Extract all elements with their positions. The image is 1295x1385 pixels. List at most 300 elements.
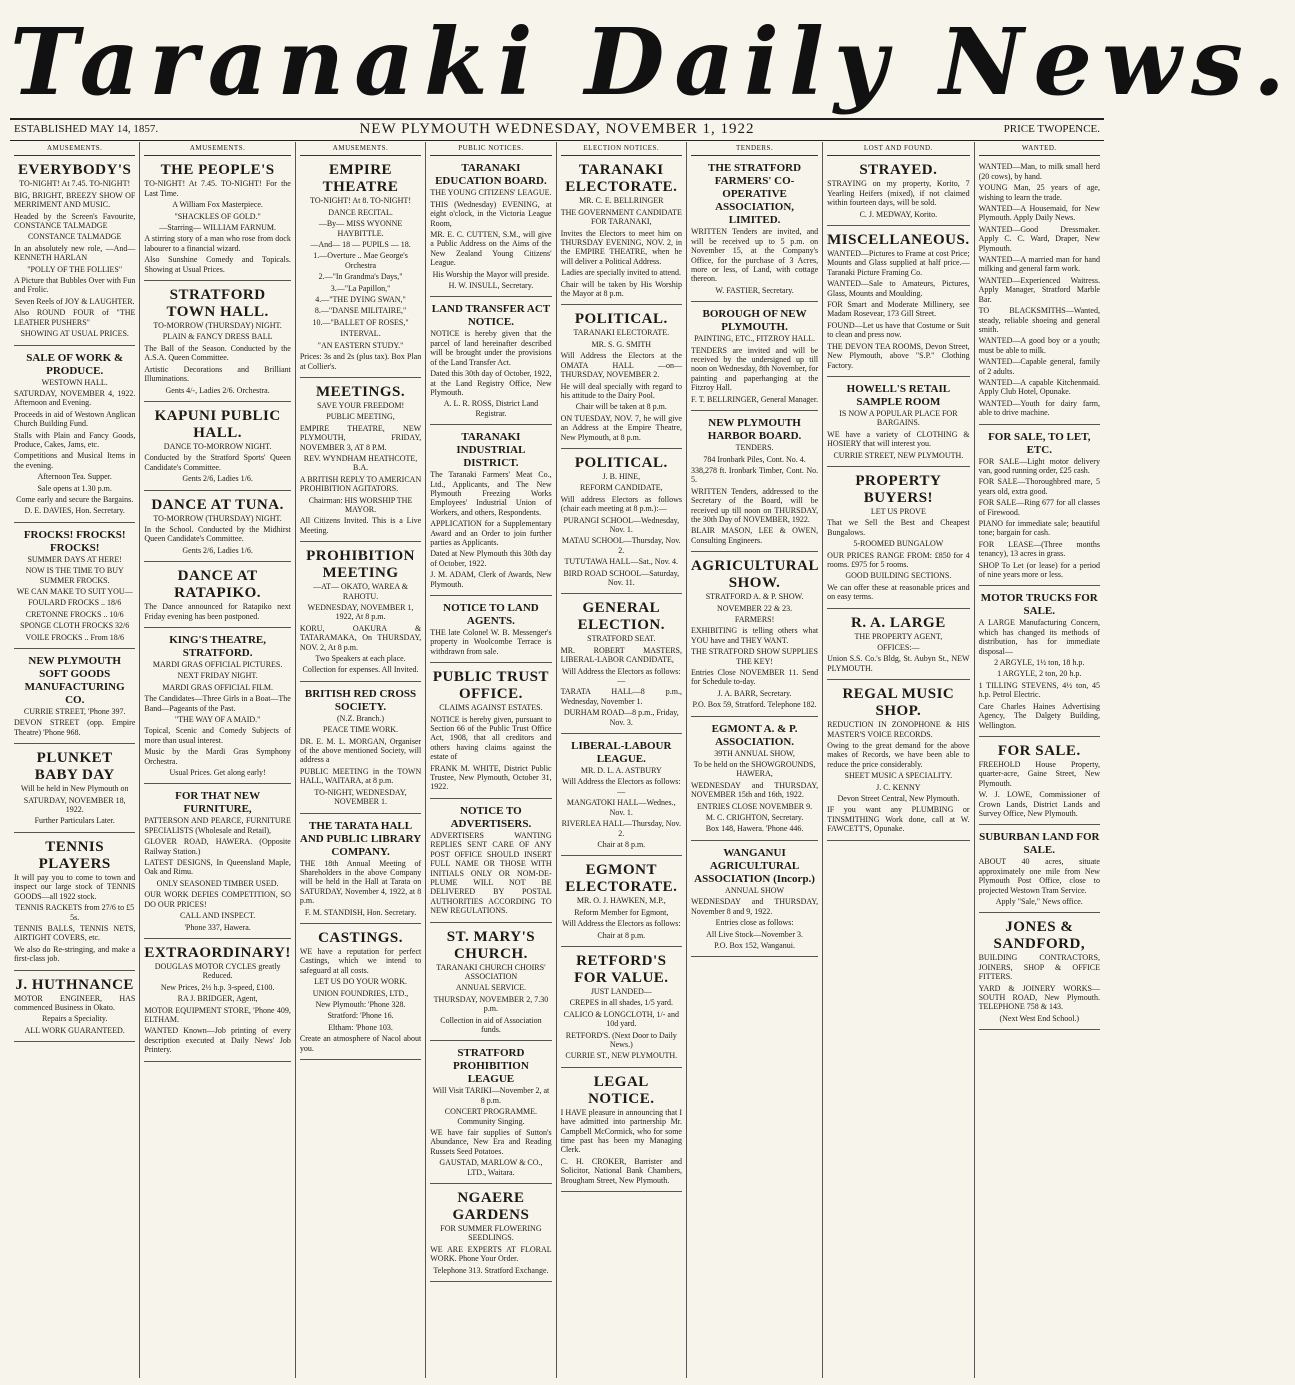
ad-text: TO-MORROW (THURSDAY) NIGHT. [153,321,282,331]
column-3 [296,142,426,1378]
advertisement [144,284,290,402]
ad-text: His Worship the Mayor will preside. [432,269,550,279]
ad-text: ALL WORK GUARANTEED. [24,1025,125,1035]
ad-text: MOTOR ENGINEER, HAS commenced Business in Okato. [14,993,136,1012]
advertisement [300,817,421,924]
ad-title: EXTRAORDINARY! [144,944,291,961]
advertisement [561,597,682,734]
ad-text: DEVON STREET (opp. Empire Theatre) 'Phone 968. [14,718,136,737]
ad-text: SHEET MUSIC A SPECIALITY. [844,771,953,781]
ad-text: 'Phone 337, Hawera. [184,922,251,932]
ad-text: TENDERS. [735,443,774,453]
advertisement [144,159,290,281]
ad-text: MARDI GRAS OFFICIAL PICTURES. [152,659,283,669]
ad-title: J. HUTHNANCE [15,976,134,993]
ad-text: DOUGLAS MOTOR CYCLES greatly Reduced. [154,961,281,981]
ad-text: M. C. CRIGHTON, Secretary. [705,813,804,823]
advertisement [430,926,551,1042]
advertisement [14,836,135,971]
ad-text: A stirring story of a man who rose from dock labourer to a financial wizard. [144,234,291,253]
ad-text: SATURDAY, NOVEMBER 18, 1922. [23,795,126,815]
ad-text: Will Address the Electors as follows:— [562,777,681,796]
advertisement [430,159,551,297]
page-columns [10,142,1104,1378]
established-date: ESTABLISHED MAY 14, 1857. [14,123,159,135]
ad-text: CALL AND INSPECT. [179,911,256,921]
ad-text: Usual Prices. Get along early! [169,768,266,778]
ad-text: 5-ROOMED BUNGALOW [853,539,944,549]
column-header: AMUSEMENTS. [144,144,290,156]
ad-text: It will pay you to come to town and inspect our large stock of TENNIS GOODS—all 1922 stock. [14,872,136,901]
ad-text: IS NOW A POPULAR PLACE FOR BARGAINS. [839,408,958,428]
ad-text: THE 18th Annual Meeting of Shareholders in the above Company will be held in the Hall at Tarata on SATURDAY, November 4, 1922, at 8 p.m. [299,858,422,906]
ad-text: Create an atmosphere of Nacol about you. [299,1034,422,1053]
ad-text: IF you want any PLUMBING or TINSMITHING Work done, call at W. FAWCETT'S, Opunake. [827,805,970,834]
ad-title: TARANAKI INDUSTRIAL DISTRICT. [456,431,526,470]
ad-text: J. B. HINE, [602,471,641,481]
ad-text: Box 148, Hawera. 'Phone 446. [705,824,804,834]
advertisement [979,428,1100,587]
advertisement [827,380,969,467]
ad-text: TO-NIGHT, WEDNESDAY, NOVEMBER 1. [314,787,407,807]
advertisement [300,381,421,542]
column-7 [823,142,974,1378]
ad-text: TARANAKI CHURCH CHOIRS' ASSOCIATION [436,962,546,981]
ad-text: BIRD ROAD SCHOOL—Saturday, Nov. 11. [563,568,680,587]
ad-text: Telephone 313. Stratford Exchange. [433,1265,549,1275]
ad-text: —Starring— WILLIAM FARNUM. [159,223,277,233]
ad-text: JUST LANDED— [590,986,652,996]
ad-title: GENERAL ELECTION. [577,600,666,634]
ad-text: TO-NIGHT! At 8. TO-NIGHT! [310,196,411,206]
advertisement [144,494,290,563]
masthead [10,8,1295,116]
ad-title: BRITISH RED CROSS SOCIETY. [304,687,417,713]
column-8 [975,142,1104,1378]
advertisement [430,1044,551,1184]
ad-text: Entries Close NOVEMBER 11. Send for Schedule to-day. [690,668,819,687]
ad-text: Gents 2/6, Ladies 1/6. [182,545,253,555]
column-header: AMUSEMENTS. [14,144,135,156]
ad-text: WANTED—Capable general, family of 2 adults. [978,357,1100,376]
ad-title: REGAL MUSIC SHOP. [842,686,955,720]
ad-text: SATURDAY, NOVEMBER 4, 1922. Afternoon and Evening. [14,388,136,408]
ad-text: SHOWING AT USUAL PRICES. [20,329,129,339]
ad-text: BLAIR MASON, LEE & OWEN, Consulting Engineers. [690,526,819,545]
ad-text: EXHIBITING is telling others what YOU have and THEY WANT. [690,626,819,645]
advertisement [144,787,290,938]
ad-text: WANTED—Man, to milk small herd (20 cows), by hand. [978,162,1100,181]
ad-text: 8.—"DANSE MILITAIRE," [314,306,407,316]
ad-title: STRATFORD PROHIBITION LEAGUE [453,1047,529,1086]
ad-text: "POLLY OF THE FOLLIES" [27,264,123,274]
ad-text: I HAVE pleasure in announcing that I have admitted into partnership Mr. Campbell McCormick, who for some time past has been my Managing Clerk. [560,1107,682,1155]
ad-text: CURRIE STREET, 'Phone 397. [23,707,126,717]
ad-text: Collection in aid of Association funds. [440,1015,542,1034]
ad-text: INTERVAL. [340,329,381,339]
ad-text: FOR LEASE—(Three months tenancy), 13 acres in grass. [978,539,1100,559]
ad-title: MOTOR TRUCKS FOR SALE. [980,592,1098,618]
ad-text: OUR WORK DEFIES COMPETITION, SO DO OUR PRICES! [144,890,291,909]
ad-text: The Candidates—Three Girls in a Boat—The Band—Pageants of the Past. [144,694,291,713]
advertisement [979,740,1100,825]
ad-title: SALE OF WORK & PRODUCE. [26,351,124,377]
ad-title: FOR THAT NEW FURNITURE, [175,790,261,816]
ad-text: BIG, BRIGHT, BREEZY SHOW OF MERRIMENT AND MUSIC. [14,190,136,210]
ad-text: WE have fair supplies of Sutton's Abundance, New Era and Reading Russets Seed Potatoes. [430,1128,552,1156]
advertisement [979,159,1100,424]
ad-text: Also Sunshine Comedy and Topicals. Showing at Usual Prices. [144,255,291,274]
ad-title: THE STRATFORD FARMERS' CO-OPERATIVE ASSOCIATION, LIMITED. [708,162,802,227]
ad-title: KAPUNI PUBLIC HALL. [154,407,281,441]
ad-text: Come early and secure the Bargains. [16,494,134,504]
ad-title: HOWELL'S RETAIL SAMPLE ROOM [846,382,951,408]
column-header: LOST AND FOUND. [827,144,969,156]
ad-text: NOTICE is hereby given that the parcel of land hereinafter described will be brought under the provisions of the Land Transfer Act. [430,329,552,367]
ad-title: AGRICULTURAL SHOW. [690,558,819,592]
ad-title: FOR SALE, TO LET, ETC. [988,430,1091,456]
advertisement [561,1071,682,1192]
ad-text: PUBLIC MEETING, [326,412,395,422]
ad-text: APPLICATION for a Supplementary Award and an Order to join further parties as Applicants. [430,519,552,547]
ad-text: NOW IS THE TIME TO BUY SUMMER FROCKS. [25,566,124,585]
advertisement [827,159,969,226]
ad-title: EGMONT A. & P. ASSOCIATION. [711,722,798,748]
advertisement [300,159,421,378]
ad-text: STRAYING on my property, Korito, 7 Yearling Heifers (mixed), if not claimed within fourteen days, will be sold. [827,179,970,208]
ad-text: DANCE RECITAL. [328,207,393,217]
ad-text: "AN EASTERN STUDY." [317,340,404,350]
ad-text: 10.—"BALLET OF ROSES," [312,317,409,327]
ad-text: MATAU SCHOOL—Thursday, Nov. 2. [561,536,681,555]
ad-text: WANTED—A good boy or a youth; must be able to milk. [978,336,1100,355]
ad-text: MR. D. L. A. ASTBURY [580,766,662,776]
ad-text: STRATFORD A. & P. SHOW. [705,592,804,602]
ad-text: WANTED—Good Dressmaker. Apply C. C. Ward, Draper, New Plymouth. [978,224,1100,253]
ad-title: CASTINGS. [318,929,404,946]
advertisement [14,349,135,523]
ad-text: Chair at 8 p.m. [597,930,646,940]
ad-title: NGAERE GARDENS [452,1190,530,1224]
ad-text: SHOP To Let (or lease) for a period of nine years more or less. [978,560,1100,580]
ad-text: YARD & JOINERY WORKS— SOUTH ROAD, New Plymouth. TELEPHONE 758 & 143. [978,983,1100,1012]
ad-text: WEDNESDAY and THURSDAY, NOVEMBER 15th and 16th, 1922. [690,780,819,800]
ad-title: ST. MARY'S CHURCH. [446,928,536,962]
ad-text: Stalls with Plain and Fancy Goods, Produce, Cakes, Jams, etc. [14,430,136,449]
ad-text: Chairman: HIS WORSHIP THE MAYOR. [308,495,413,514]
ad-text: WANTED—Sale to Amateurs, Pictures, Glass, Mounts and Moulding. [827,279,970,298]
ad-text: PAINTING, ETC., FITZROY HALL. [694,334,816,344]
ad-text: C. J. MEDWAY, Korito. [859,209,938,219]
advertisement [430,599,551,663]
ad-text: NOVEMBER 22 & 23. [717,603,793,613]
column-header: PUBLIC NOTICES. [430,144,551,156]
ad-text: 2.—"In Grandma's Days," [318,272,403,282]
ad-text: FRANK M. WHITE, District Public Trustee, New Plymouth, October 31, 1922. [430,763,552,792]
advertisement [827,612,969,681]
ad-text: OUR PRICES RANGE FROM: £850 for 4 rooms. £975 for 5 rooms. [827,550,970,569]
ad-text: W. FASTIER, Secretary. [715,285,794,295]
ad-text: We also do Re-stringing, and make a first-class job. [14,944,136,964]
ad-text: SAVE YOUR FREEDOM! [316,400,405,410]
ad-text: THIS (Wednesday) EVENING, at eight o'clock, in the Victoria League Room, [430,199,552,228]
advertisement [691,844,818,957]
price: PRICE TWOPENCE. [1003,123,1100,135]
ad-text: 1.—Overture .. Mae George's Orchestra [313,251,408,270]
ad-text: ANNUAL SHOW [725,885,785,895]
ad-text: Will Visit TARIKI—November 2, at 8 p.m. [432,1086,550,1105]
ad-text: MOTOR EQUIPMENT STORE, 'Phone 409, ELTHAM. [144,1005,291,1024]
ad-text: FREEHOLD House Property, quarter-acre, Gaine Street, New Plymouth. [978,759,1100,788]
advertisement [430,1187,551,1282]
ad-text: LET US PROVE [870,506,926,516]
ad-text: REDUCTION IN ZONOPHONE & HIS MASTER'S VOICE RECORDS. [827,720,970,739]
ad-title: RETFORD'S FOR VALUE. [574,952,669,986]
ad-title: NEW PLYMOUTH HARBOR BOARD. [707,417,802,443]
ad-title: PROHIBITION MEETING [306,548,415,582]
ad-text: FOUND—Let us have that Costume or Suit to clean and press now. [827,320,970,340]
ad-text: PURANGI SCHOOL—Wednesday, Nov. 1. [563,515,680,534]
ad-text: Conducted by the Stratford Sports' Queen Candidate's Committee. [144,453,291,472]
column-header: TENDERS. [691,144,818,156]
column-header: AMUSEMENTS. [300,144,421,156]
ad-text: TO-NIGHT! At 7.45. TO-NIGHT! For the Last Time. [144,179,291,198]
ad-text: TO-NIGHT! At 7.45. TO-NIGHT! [19,179,131,189]
column-4 [426,142,556,1378]
ad-text: Collection for expenses. All Invited. [302,665,419,675]
column-header: WANTED. [979,144,1100,156]
ad-title: DANCE AT RATAPIKO. [174,568,262,602]
ad-text: Afternoon Tea. Supper. [37,472,112,482]
ad-text: STRATFORD SEAT. [587,634,656,644]
ad-title: NEW PLYMOUTH SOFT GOODS MANUFACTURING CO. [24,655,125,707]
ad-text: PIANO for immediate sale; beautiful tone; bargain for cash. [978,519,1100,538]
ad-text: PATTERSON AND PEARCE, FURNITURE SPECIALISTS (Wholesale and Retail), [144,816,291,835]
column-1 [10,142,140,1378]
ad-text: All Citizens Invited. This is a Live Meeting. [299,516,422,535]
ad-title: FOR SALE. [997,742,1081,759]
ad-title: TENNIS PLAYERS [38,838,111,872]
column-header: ELECTION NOTICES. [561,144,682,156]
ad-text: UNION FOUNDRIES, LTD., [312,988,409,998]
advertisement [144,942,290,1062]
ad-title: PROPERTY BUYERS! [855,472,942,506]
advertisement [561,159,682,305]
ad-text: That we Sell the Best and Cheapest Bungalows. [827,518,970,537]
ad-text: Proceeds in aid of Westown Anglican Church Building Fund. [14,409,136,429]
ad-text: FOR SALE—Light motor delivery van, good running order, £25 cash. [978,456,1100,475]
ad-text: Will Address the Electors as follows:— [562,666,681,686]
ad-text: TARANAKI ELECTORATE. [573,328,670,338]
ad-text: REFORM CANDIDATE, [579,483,663,493]
ad-text: A. L. R. ROSS, District Land Registrar. [443,399,539,418]
ad-text: J. A. BARR, Secretary. [717,688,792,698]
ad-text: C. H. CROKER, Barrister and Solicitor, National Bank Chambers, Brougham Street, New Plymouth. [560,1156,682,1185]
ad-text: Gents 2/6, Ladies 1/6. [182,474,253,484]
ad-text: CURRIE STREET, NEW PLYMOUTH. [833,450,964,460]
ad-text: WRITTEN Tenders are invited, and will be received up to 5 p.m. on November 15, at the Company's Office, for the purchase of 3 Acres, more or less, of Land, with cottage thereon. [690,227,819,284]
ad-title: THE PEOPLE'S [160,162,275,179]
ad-text: A LARGE Manufacturing Concern, which has changed its methods of distribution, has for immediate disposal— [978,618,1100,656]
newspaper-title: Taranaki Daily News. [10,8,1295,116]
advertisement [14,652,135,744]
ad-text: 338,278 ft. Ironbark Timber, Cont. No. 5. [690,465,819,485]
ad-text: TENNIS BALLS, TENNIS NETS, AIRTIGHT COVERS, etc. [14,923,136,943]
advertisement [14,159,135,345]
ad-text: THURSDAY, NOVEMBER 2, 7.30 p.m. [433,994,549,1014]
ad-text: To be held on the SHOWGROUNDS, HAWERA, [693,760,816,779]
ad-text: 1 TILLING STEVENS, 4½ ton, 45 h.p. Petrol Electric. [978,680,1100,700]
advertisement [300,545,421,682]
ad-text: MR. ROBERT MASTERS, LIBERAL-LABOR CANDIDATE, [560,645,682,665]
ad-text: TO-MORROW (THURSDAY) NIGHT. [153,513,282,523]
advertisement [561,452,682,594]
ad-text: —By— MISS WYONNE HAYBITTLE. [318,219,403,238]
ad-text: 3.—"La Papillon," [330,283,391,293]
ad-text: —AT— OKATO, WAREA & RAHOTU. [313,582,408,601]
ad-text: We can offer these at reasonable prices and on easy terms. [827,582,970,602]
ad-text: F. M. STANDISH, Hon. Secretary. [304,907,417,917]
ad-text: WANTED—A capable Kitchenmaid. Apply Club Hotel, Opunake. [978,377,1100,397]
ad-text: WANTED—Pictures to Frame at cost Price; Mounts and Glass supplied at half price.—Taranaki Picture Framing Co. [827,249,970,277]
ad-text: MARDI GRAS OFFICIAL FILM. [162,682,274,692]
ad-text: TENNIS RACKETS from 27/6 to £5 5s. [15,903,135,922]
ad-text: Headed by the Screen's Favourite, CONSTANCE TALMADGE [14,211,136,231]
ad-title: SUBURBAN LAND FOR SALE. [979,831,1100,857]
ad-text: —And— 18 — PUPILS — 18. [310,240,411,250]
ad-text: 784 Ironbark Piles, Cont. No. 4. [703,454,806,464]
ad-text: Music by the Mardi Gras Symphony Orchestra. [144,747,291,766]
advertisement [561,859,682,947]
advertisement [430,666,551,799]
advertisement [300,685,421,814]
ad-text: P.O. Box 152, Wanganui. [714,940,795,950]
ad-text: PEACE TIME WORK. [323,725,399,735]
ad-text: TUTUTAWA HALL—Sat., Nov. 4. [564,557,679,567]
ad-text: WE CAN MAKE TO SUIT YOU— [16,587,133,596]
ad-text: (N.Z. Branch.) [337,713,385,723]
ad-text: A William Fox Masterpiece. [172,200,263,210]
ad-text: Chair will be taken at 8 p.m. [575,402,667,412]
ad-text: Sale opens at 1.30 p.m. [37,483,112,493]
advertisement [979,828,1100,913]
ad-text: WESTOWN HALL. [41,377,108,387]
ad-text: Gents 4/-, Ladies 2/6. Orchestra. [165,385,270,395]
ad-text: FARMERS! [734,614,775,624]
advertisement [144,565,290,628]
ad-text: Union S.S. Co.'s Bldg, St. Aubyn St., NEW PLYMOUTH. [827,654,970,673]
ad-text: OFFICES:— [877,643,920,652]
column-5 [557,142,687,1378]
ad-text: In an absolutely new role, —And— KENNETH HARLAN [14,243,136,263]
ad-text: ONLY SEASONED TIMBER USED. [156,878,279,888]
advertisement [691,159,818,302]
ad-text: FOR Smart and Moderate Millinery, see Madam Rosevear, 173 Gill Street. [827,300,970,319]
ad-text: DANCE TO-MORROW NIGHT. [163,441,272,451]
ad-text: DR. E. M. L. MORGAN, Organiser of the above mentioned Society, will address a [299,736,422,765]
ad-text: 39TH ANNUAL SHOW, [714,748,795,758]
ad-text: FOULARD FROCKS .. 18/6 [28,598,122,608]
ad-text: Will Address the Electors as follows: [562,919,681,929]
issue-date: NEW PLYMOUTH WEDNESDAY, NOVEMBER 1, 1922 [359,121,755,137]
ad-text: LET US DO YOUR WORK. [314,977,408,987]
ad-text: Entries close as follows: [715,918,794,928]
ad-text: PUBLIC MEETING in the TOWN HALL, WAITARA, at 8 p.m. [299,766,422,786]
advertisement [561,950,682,1068]
ad-title: LAND TRANSFER ACT NOTICE. [431,303,551,329]
ad-text: The Ball of the Season. Conducted by the A.S.A. Queen Committee. [144,343,291,363]
ad-text: In the School. Conducted by the Midhirst Queen Candidate's Committee. [144,524,291,544]
ad-text: WANTED—Experienced Waitress. Apply Manager, Stratford Marble Bar. [978,275,1100,304]
ad-text: Two Speakers at each place. [315,654,406,664]
ad-text: New Prices, 2½ h.p. 3-speed, £100. [160,982,275,992]
ad-text: He will deal specially with regard to his attitude to the Dairy Pool. [560,381,682,400]
ad-text: GLOVER ROAD, HAWERA. (Opposite Railway Station.) [144,837,291,856]
ad-title: TARANAKI ELECTORATE. [565,162,678,196]
ad-text: Repairs a Speciality. [41,1014,108,1024]
ad-title: TARANAKI EDUCATION BOARD. [435,162,547,188]
ad-text: "THE WAY OF A MAID." [174,715,261,724]
advertisement [300,927,421,1060]
advertisement [691,305,818,411]
ad-text: Further Particulars Later. [34,816,115,826]
ad-text: Dated at New Plymouth this 30th day of October, 1922. [430,549,552,568]
ad-text: "SHACKLES OF GOLD." [174,211,261,221]
ad-text: YOUNG Man, 25 years of age, wishing to learn the trade. [978,183,1100,202]
ad-text: Eltham: 'Phone 103. [328,1022,393,1032]
ad-text: WANTED—Youth for dairy farm, able to drive machine. [978,398,1100,418]
ad-text: CONSTANCE TALMADGE [27,232,122,242]
ad-text: ON TUESDAY, NOV. 7, he will give an Address at the Empire Theatre, New Plymouth, at 8 p.m. [560,413,682,442]
ad-text: P.O. Box 59, Stratford. Telephone 182. [692,700,817,710]
ad-text: Will Address the Electors at the OMATA HALL —on— THURSDAY, NOVEMBER 2. [560,351,682,380]
advertisement [979,589,1100,736]
ad-text: WANTED—A Housemaid, for New Plymouth. Apply Daily News. [978,204,1100,223]
advertisement [827,229,969,377]
ad-text: MR. E. C. CUTTEN, S.M., will give a Public Address on the Aims of the New Zealand Young Citizens' League. [430,230,552,268]
advertisement [14,974,135,1043]
ad-text: CRETONNE FROCKS .. 10/6 [25,609,124,619]
ad-text: GOOD BUILDING SECTIONS. [845,571,952,581]
ad-text: WANTED—A married man for hand milking and general farm work. [978,255,1100,274]
ad-text: Chair will be taken by His Worship the Mayor at 8 p.m. [560,279,682,299]
ad-text: RIVERLEA HALL—Thursday, Nov. 2. [561,819,681,838]
ad-title: PUBLIC TRUST OFFICE. [432,669,549,703]
ad-title: POLITICAL. [574,311,668,328]
ad-text: PLAIN & FANCY DRESS BALL [162,332,273,342]
column-6 [687,142,823,1378]
ad-text: Invites the Electors to meet him on THURSDAY EVENING, NOV. 2, in the EMPIRE THEATRE, when he will deliver a Political Address. [560,228,682,266]
ad-text: GAUSTAD, MARLOW & CO., LTD., Waitara. [439,1158,543,1177]
ad-text: MR. C. E. BELLRINGER [579,196,664,206]
ad-text: NEXT FRIDAY NIGHT. [177,671,258,681]
column-2 [140,142,295,1378]
ad-text: MANGATOKI HALL—Wednes., Nov. 1. [566,798,676,817]
ad-text: WEDNESDAY, NOVEMBER 1, 1922, At 8 p.m. [307,603,414,622]
ad-text: A Picture that Bubbles Over with Fun and Frolic. [14,276,136,295]
ad-text: The Taranaki Farmers' Meat Co., Ltd., Applicants, and The New Plymouth Freezing Works Employees' Industrial Union of Workers, and others, Respondents. [430,470,552,517]
ad-text: CALICO & LONGCLOTH, 1/- and 10d yard. [563,1009,679,1029]
ad-title: EGMONT ELECTORATE. [565,862,678,896]
ad-text: Will be held in New Plymouth on [20,784,129,794]
ad-text: MR. S. G. SMITH [591,339,652,349]
ad-text: Owing to the great demand for the above makes of Records, we have been able to reduce the price considerably. [827,741,970,769]
ad-text: WRITTEN Tenders, addressed to the Secretary of the Board, will be received up till noon on THURSDAY, the 30th Day of NOVEMBER, 1922. [690,486,819,524]
ad-text: Devon Street Central, New Plymouth. [837,794,960,804]
ad-text: CURRIE ST., NEW PLYMOUTH. [565,1051,678,1061]
ad-text: RA J. BRIDGER, Agent, [177,994,258,1004]
ad-text: FOR SUMMER FLOWERING SEEDLINGS. [440,1224,542,1243]
